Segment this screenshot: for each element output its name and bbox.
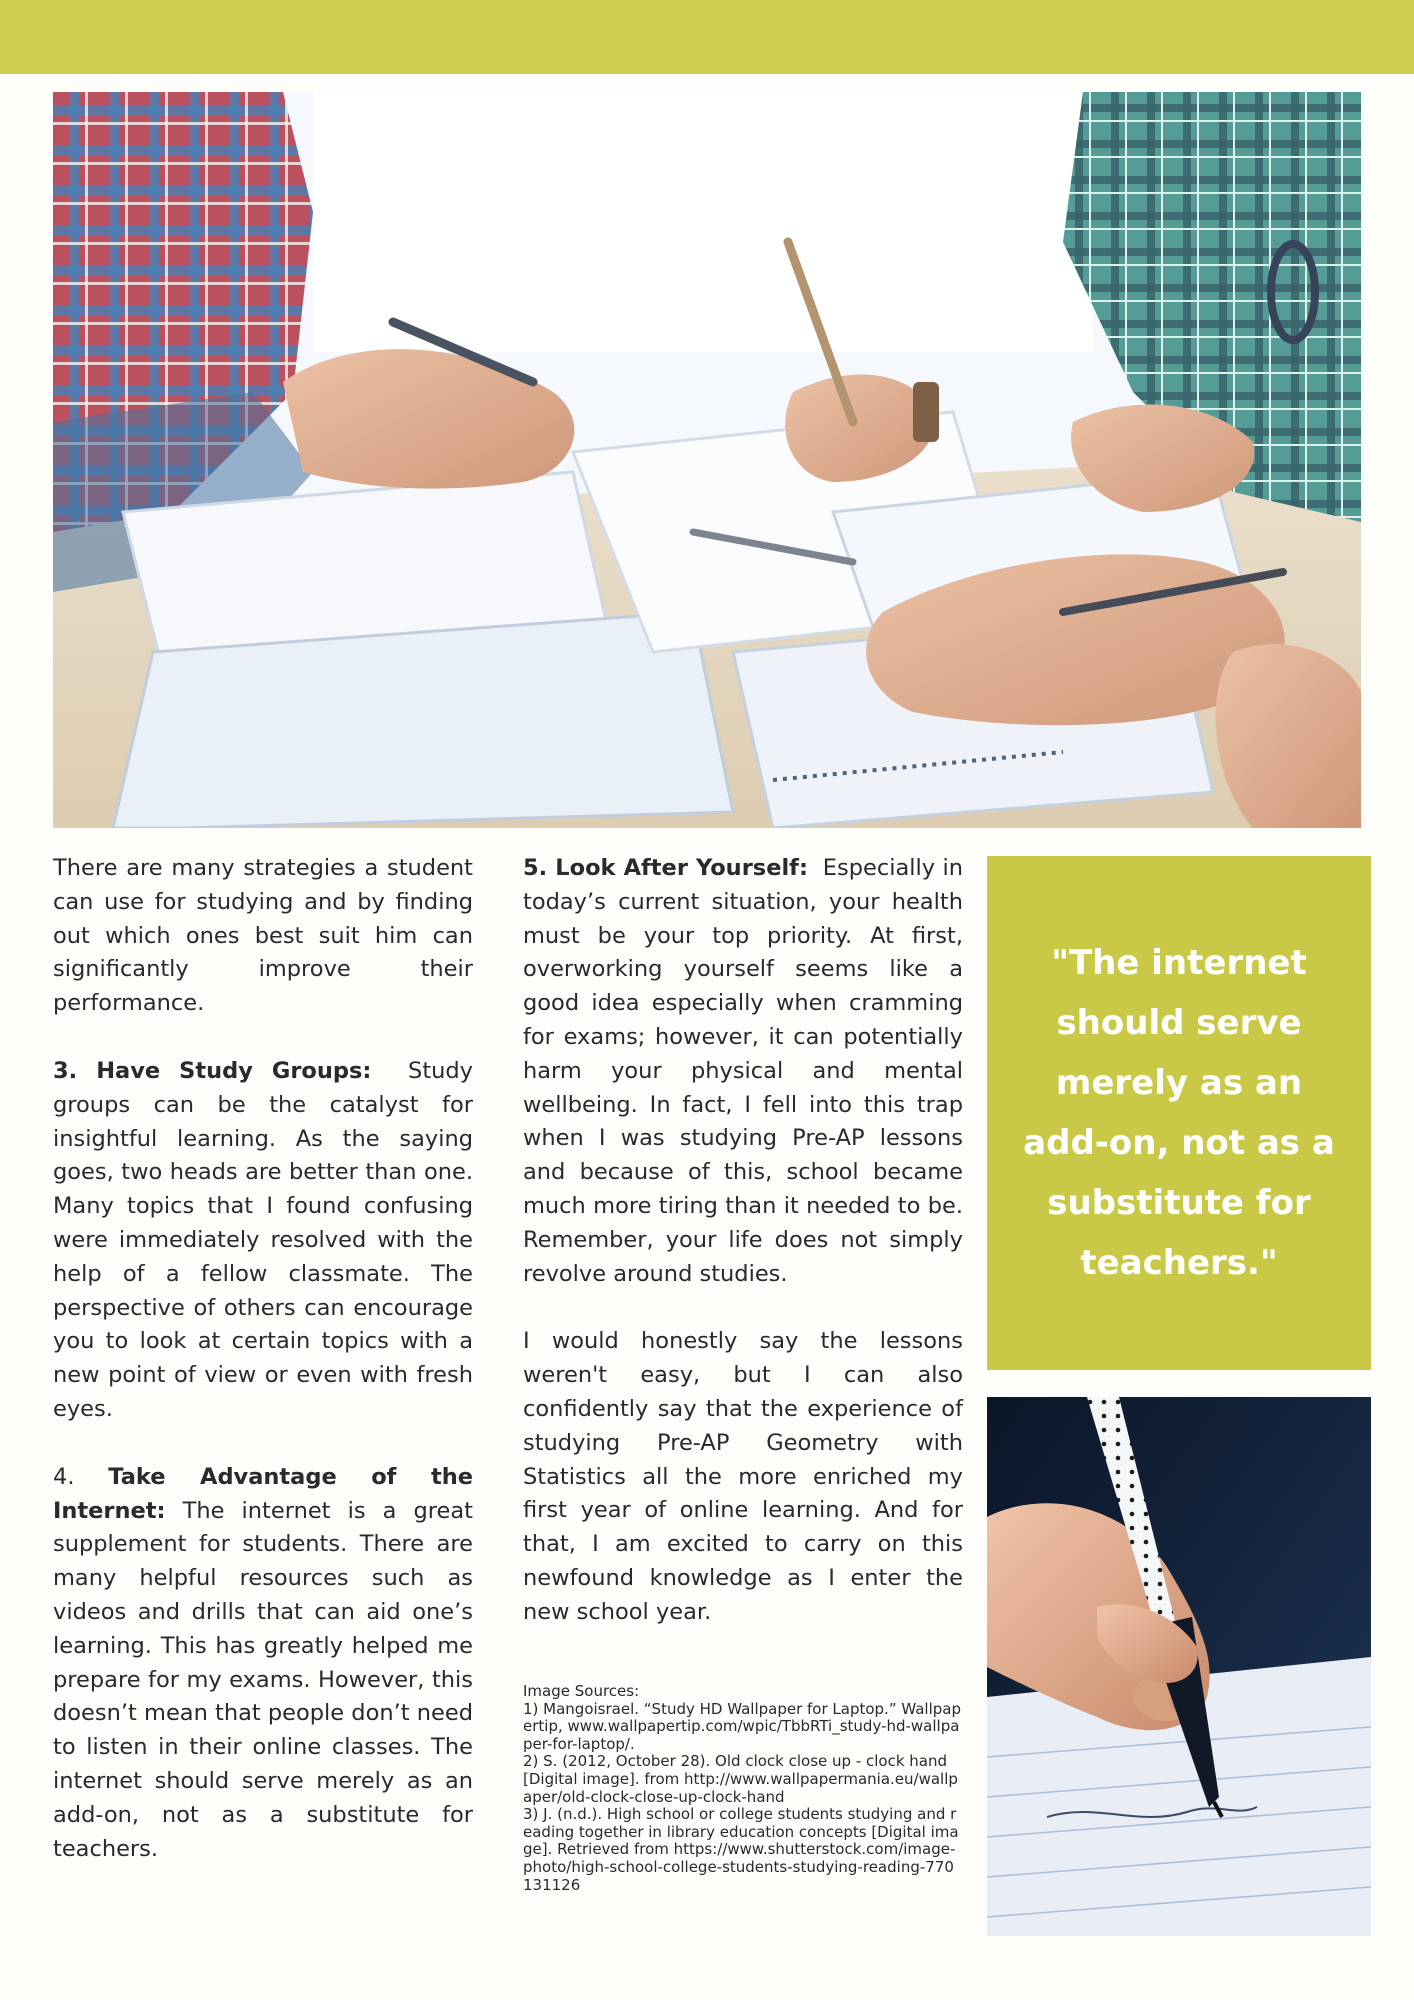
image-source-1: 1) Mangoisrael. “Study HD Wallpaper for Laptop.” Wallpapertip, www.wallpapertip.com/wpic/TbbRTi_study-hd-wallpaper-for-laptop/. — [523, 1699, 962, 1753]
hero-illustration — [53, 92, 1361, 828]
image-source-3: 3) J. (n.d.). High school or college students studying and reading together in library education concepts [Digital image]. Retrieved from https://www.shutterstock.com/image-photo/high-school-college-students-studying-reading-770131126 — [523, 1805, 959, 1894]
tip4-paragraph — [53, 1461, 473, 1867]
middle-text-column — [523, 852, 963, 1630]
conclusion-paragraph: I would honestly say the lessons weren't easy, but I can also confidently say that the experience of studying Pre-AP Geometry with Statistics all the more enriched my first year of online learning. And for that, I am excited to carry on this newfound knowledge as I enter the new school year. — [523, 1328, 963, 1625]
tip5-body: Especially in today’s current situation, your health must be your top priority. At first, overworking yourself seems like a good idea especially when cramming for exams; however, it can potentially harm your physical and mental wellbeing. In fact, I fell into this trap when I was studying Pre-AP lessons and because of this, school became much more tiring than it needed to be. Remember, your life does not simply revolve around studies. — [523, 855, 963, 1287]
tip3-heading: 3. Have Study Groups: — [53, 1057, 372, 1084]
tip3-paragraph — [53, 1055, 473, 1427]
writing-illustration — [987, 1397, 1371, 1936]
tip4-number: 4. — [53, 1463, 75, 1490]
pull-quote-box — [987, 856, 1371, 1370]
tip4-body: The internet is a great supplement for students. There are many helpful resources such as videos and drills that can aid one’s learning. This has greatly helped me prepare for my exams. However, this doesn’t mean that people don’t need to listen in their online classes. The internet should serve merely as an add-on, not as a substitute for teachers. — [53, 1497, 473, 1862]
tip4-heading: Take Advantage of the Internet: — [53, 1463, 473, 1524]
hero-photo-students-studying — [53, 92, 1361, 828]
left-text-column — [53, 852, 473, 1866]
photo-hand-writing — [987, 1397, 1371, 1936]
tip3-body: Study groups can be the catalyst for insightful learning. As the saying goes, two heads are better than one. Many topics that I found confusing were immediately resolved with the help of a fellow classmate. The perspective of others can encourage you to look at certain topics with a new point of view or even with fresh eyes. — [53, 1057, 473, 1422]
top-accent-band — [0, 0, 1414, 74]
image-sources-title: Image Sources: — [523, 1682, 640, 1700]
intro-paragraph: There are many strategies a student can use for studying and by finding out which ones best suit him can significantly improve their performance. — [53, 855, 473, 1017]
tip5-heading: 5. Look After Yourself: — [523, 855, 808, 881]
image-source-2: 2) S. (2012, October 28). Old clock close up - clock hand [Digital image]. from http://www.wallpapermania.eu/wallpaper/old-clock-close-up-clock-hand — [523, 1752, 958, 1806]
image-sources — [523, 1683, 963, 1894]
pull-quote-text: "The internet should serve merely as an add-on, not as a substitute for teachers." — [1023, 943, 1335, 1283]
tip5-paragraph — [523, 852, 963, 1291]
